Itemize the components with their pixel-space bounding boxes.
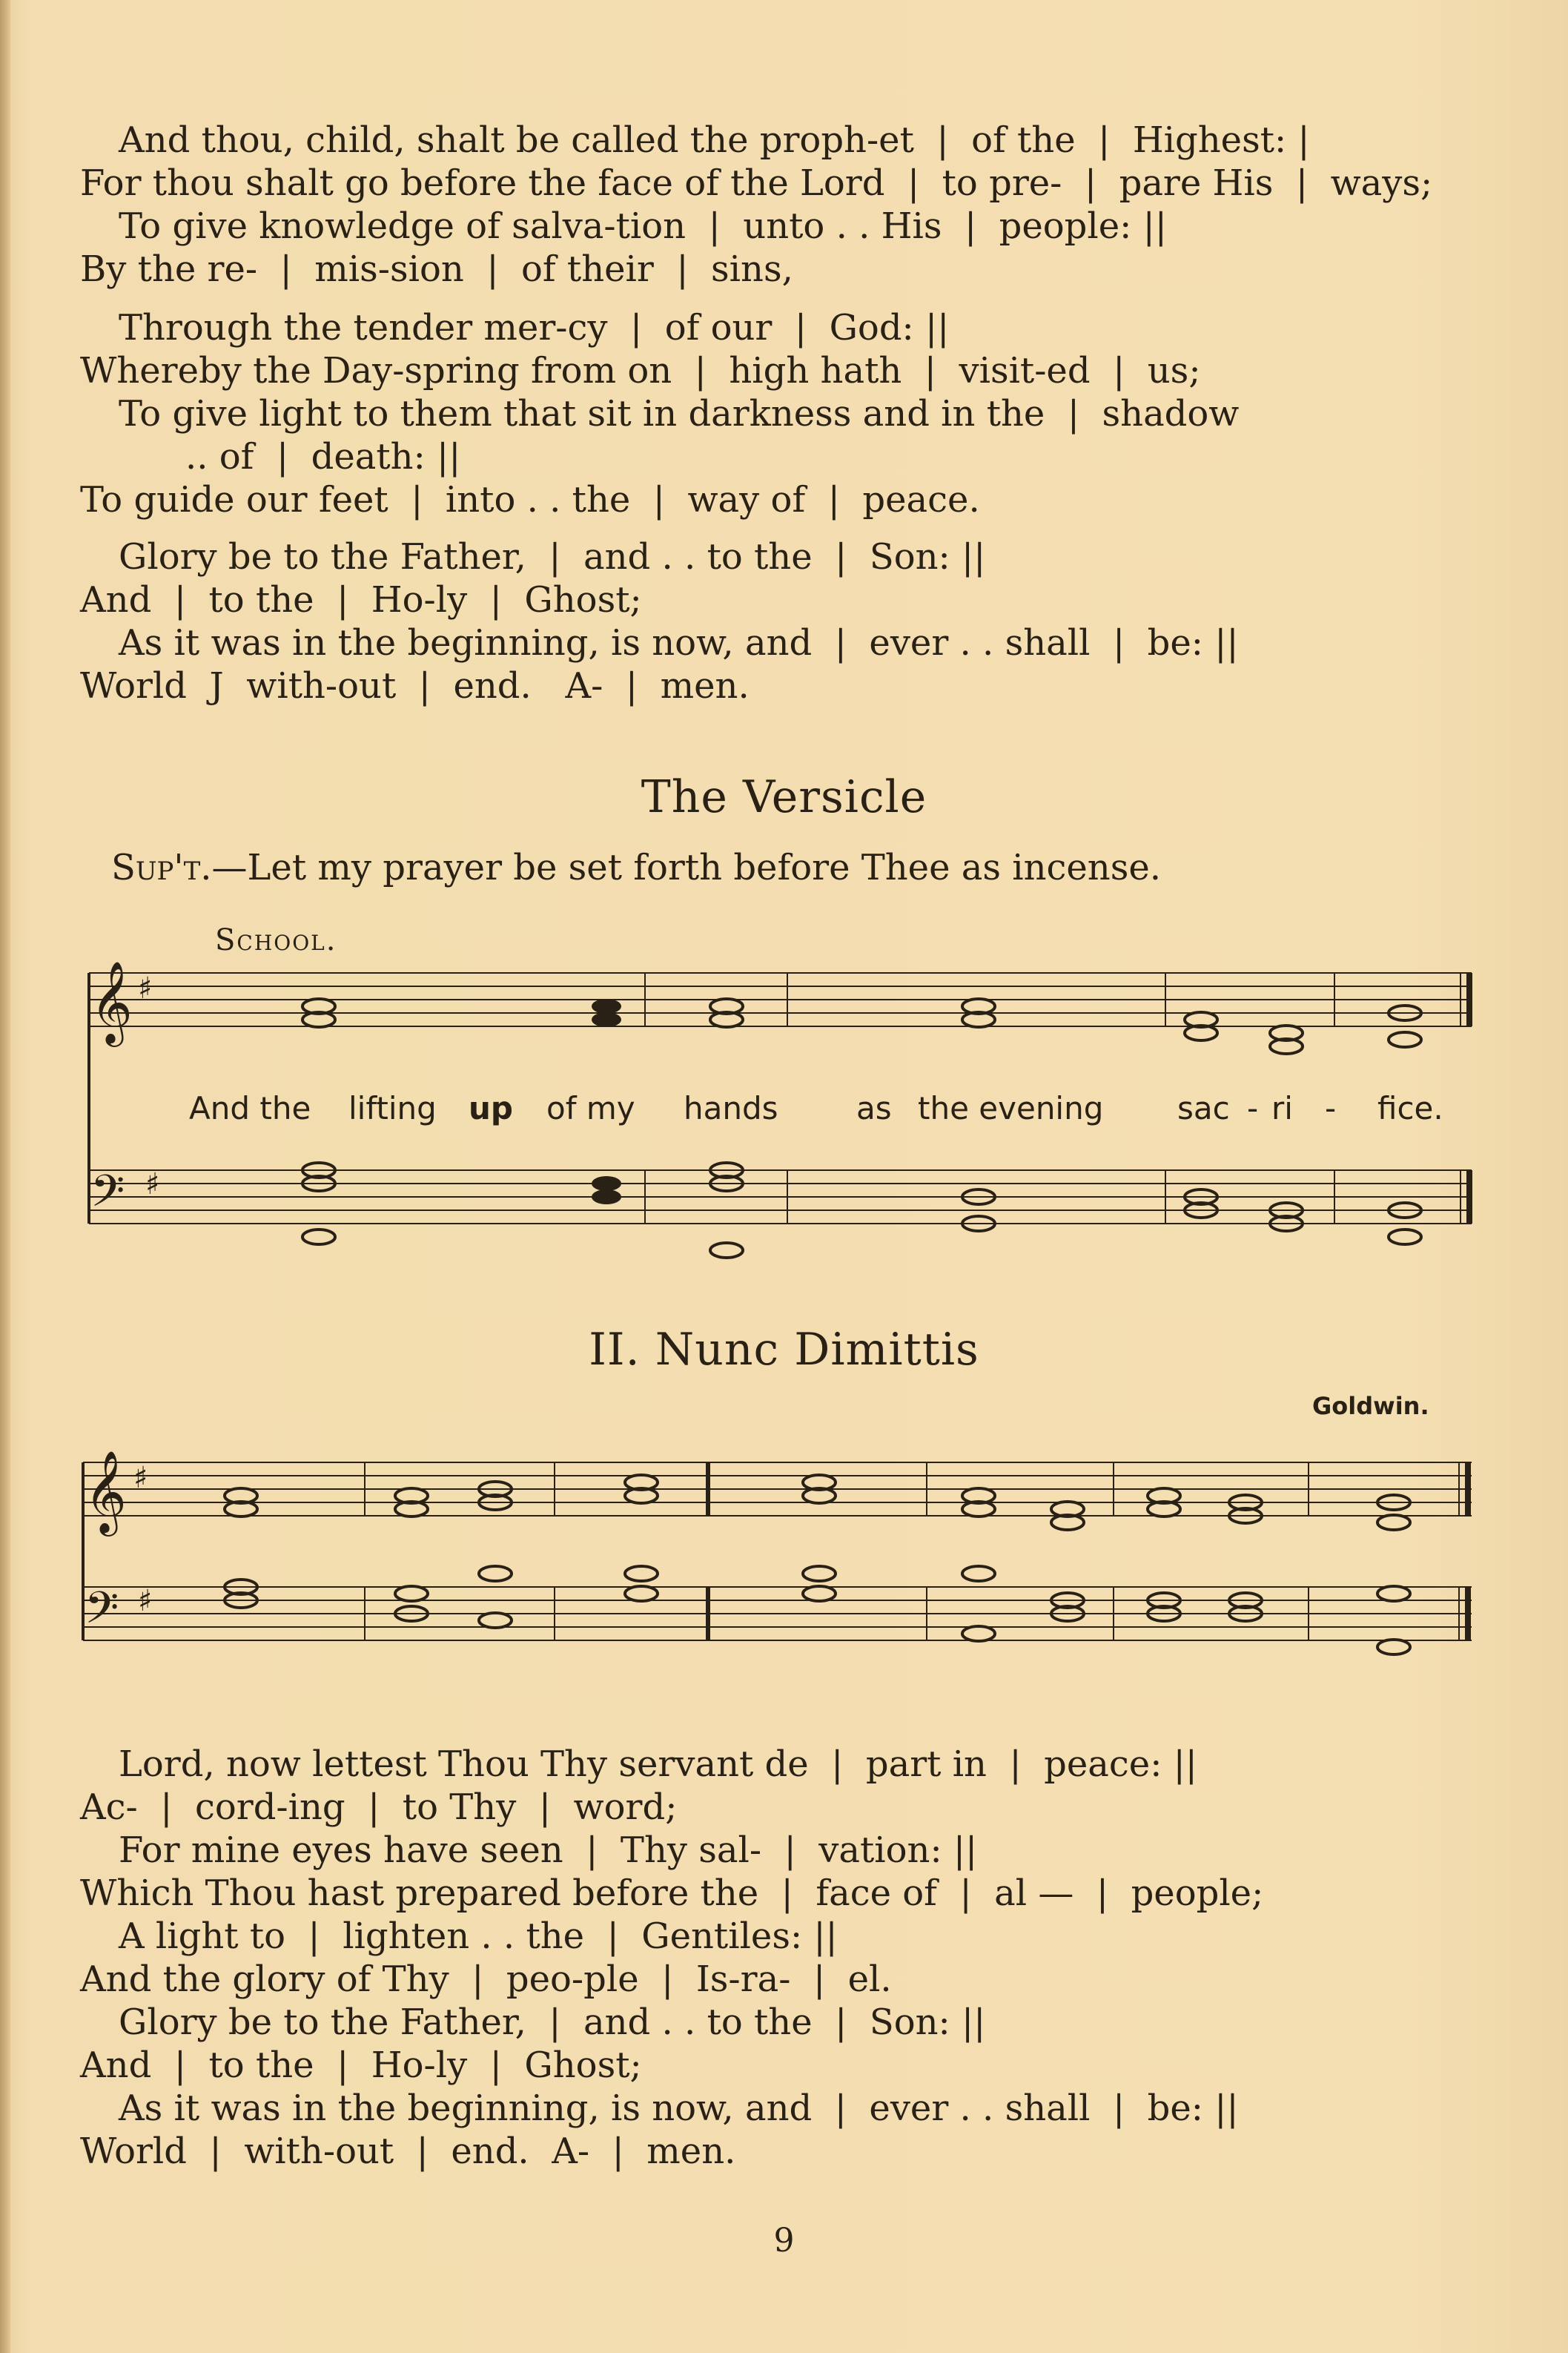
chant-line: World | with-out | end. A- | men. — [80, 2131, 736, 2172]
lyric-word: of my — [546, 1090, 635, 1126]
supt-text: —Let my prayer be set forth before Thee as incense. — [211, 847, 1162, 888]
chant-line: And | to the | Ho-ly | Ghost; — [80, 2045, 642, 2086]
treble-clef-icon: 𝄞 — [85, 1450, 127, 1533]
lyric-word: as — [856, 1090, 892, 1126]
lyric-word: the evening — [918, 1090, 1104, 1126]
chant-line: World J with-out | end. A- | men. — [80, 665, 750, 707]
bass-clef-icon: 𝄢 — [90, 1165, 125, 1227]
bass-filled-notes — [592, 1176, 621, 1204]
chant-line: Glory be to the Father, | and . . to the | Son: || — [119, 536, 986, 578]
lyric-word: lifting — [348, 1090, 437, 1126]
lyric-word: ri — [1271, 1090, 1293, 1126]
chant-line: For thou shalt go before the face of the Lord | to pre- | pare His | ways; — [80, 162, 1433, 204]
chant-line: As it was in the beginning, is now, and | ever . . shall | be: || — [119, 622, 1239, 664]
sharp-icon: ♯ — [138, 971, 153, 1006]
versicle-title: The Versicle — [641, 771, 927, 823]
chant-line: And the glory of Thy | peo-ple | Is-ra- | el. — [80, 1958, 892, 2000]
lyric-word: sac — [1177, 1090, 1230, 1126]
chant-line: Lord, now lettest Thou Thy servant de | part in | peace: || — [119, 1743, 1197, 1785]
chant-line: To give light to them that sit in darkness and in the | shadow — [119, 393, 1240, 435]
nunc-treble-staff — [83, 1462, 1472, 1516]
chant-line: And thou, child, shalt be called the proph-et | of the | Highest: | — [119, 119, 1310, 161]
chant-line: To give knowledge of salva-tion | unto . . His | people: || — [119, 205, 1167, 247]
chant-line: A light to | lighten . . the | Gentiles: || — [119, 1915, 838, 1957]
lyric-word: up — [469, 1090, 513, 1126]
bass-clef-icon: 𝄢 — [85, 1582, 119, 1644]
lyric-word: - — [1325, 1090, 1337, 1126]
chant-line: To guide our feet | into . . the | way of | peace. — [80, 479, 980, 521]
treble-clef-icon: 𝄞 — [90, 960, 133, 1043]
chant-line: As it was in the beginning, is now, and | ever . . shall | be: || — [119, 2088, 1239, 2129]
nunc-dimittis-score — [0, 1439, 1568, 1720]
chant-line: Ac- | cord-ing | to Thy | word; — [80, 1786, 678, 1828]
supt-label: Sup't. — [111, 847, 212, 888]
page-number: 9 — [773, 2222, 795, 2260]
lyric-word: And the — [189, 1090, 311, 1126]
chant-line: By the re- | mis-sion | of their | sins, — [80, 248, 793, 290]
versicle-bass-staff — [89, 1170, 1472, 1224]
sharp-icon: ♯ — [138, 1584, 153, 1618]
superintendent-line — [111, 847, 1161, 888]
chant-line: Whereby the Day-spring from on | high hath | visit-ed | us; — [80, 350, 1201, 392]
lyric-word: hands — [684, 1090, 778, 1126]
sharp-icon: ♯ — [145, 1167, 160, 1201]
lyric-word: - — [1247, 1090, 1259, 1126]
chant-line: .. of | death: || — [185, 436, 461, 478]
nunc-dimittis-title: II. Nunc Dimittis — [589, 1324, 979, 1376]
chant-line: For mine eyes have seen | Thy sal- | vation: || — [119, 1829, 978, 1871]
bass-notes — [225, 1566, 1410, 1654]
chant-line: And | to the | Ho-ly | Ghost; — [80, 579, 642, 621]
chant-line: Glory be to the Father, | and . . to the | Son: || — [119, 2001, 986, 2043]
school-label: School. — [215, 923, 337, 957]
lyric-word: fice. — [1377, 1090, 1443, 1126]
sharp-icon: ♯ — [133, 1461, 148, 1495]
chant-line: Which Thou hast prepared before the | face of | al — | people; — [80, 1872, 1264, 1914]
composer-credit: Goldwin. — [1312, 1392, 1429, 1420]
versicle-treble-staff — [89, 973, 1472, 1026]
chant-line: Through the tender mer-cy | of our | God: || — [119, 307, 950, 349]
nunc-bass-staff — [83, 1587, 1472, 1640]
